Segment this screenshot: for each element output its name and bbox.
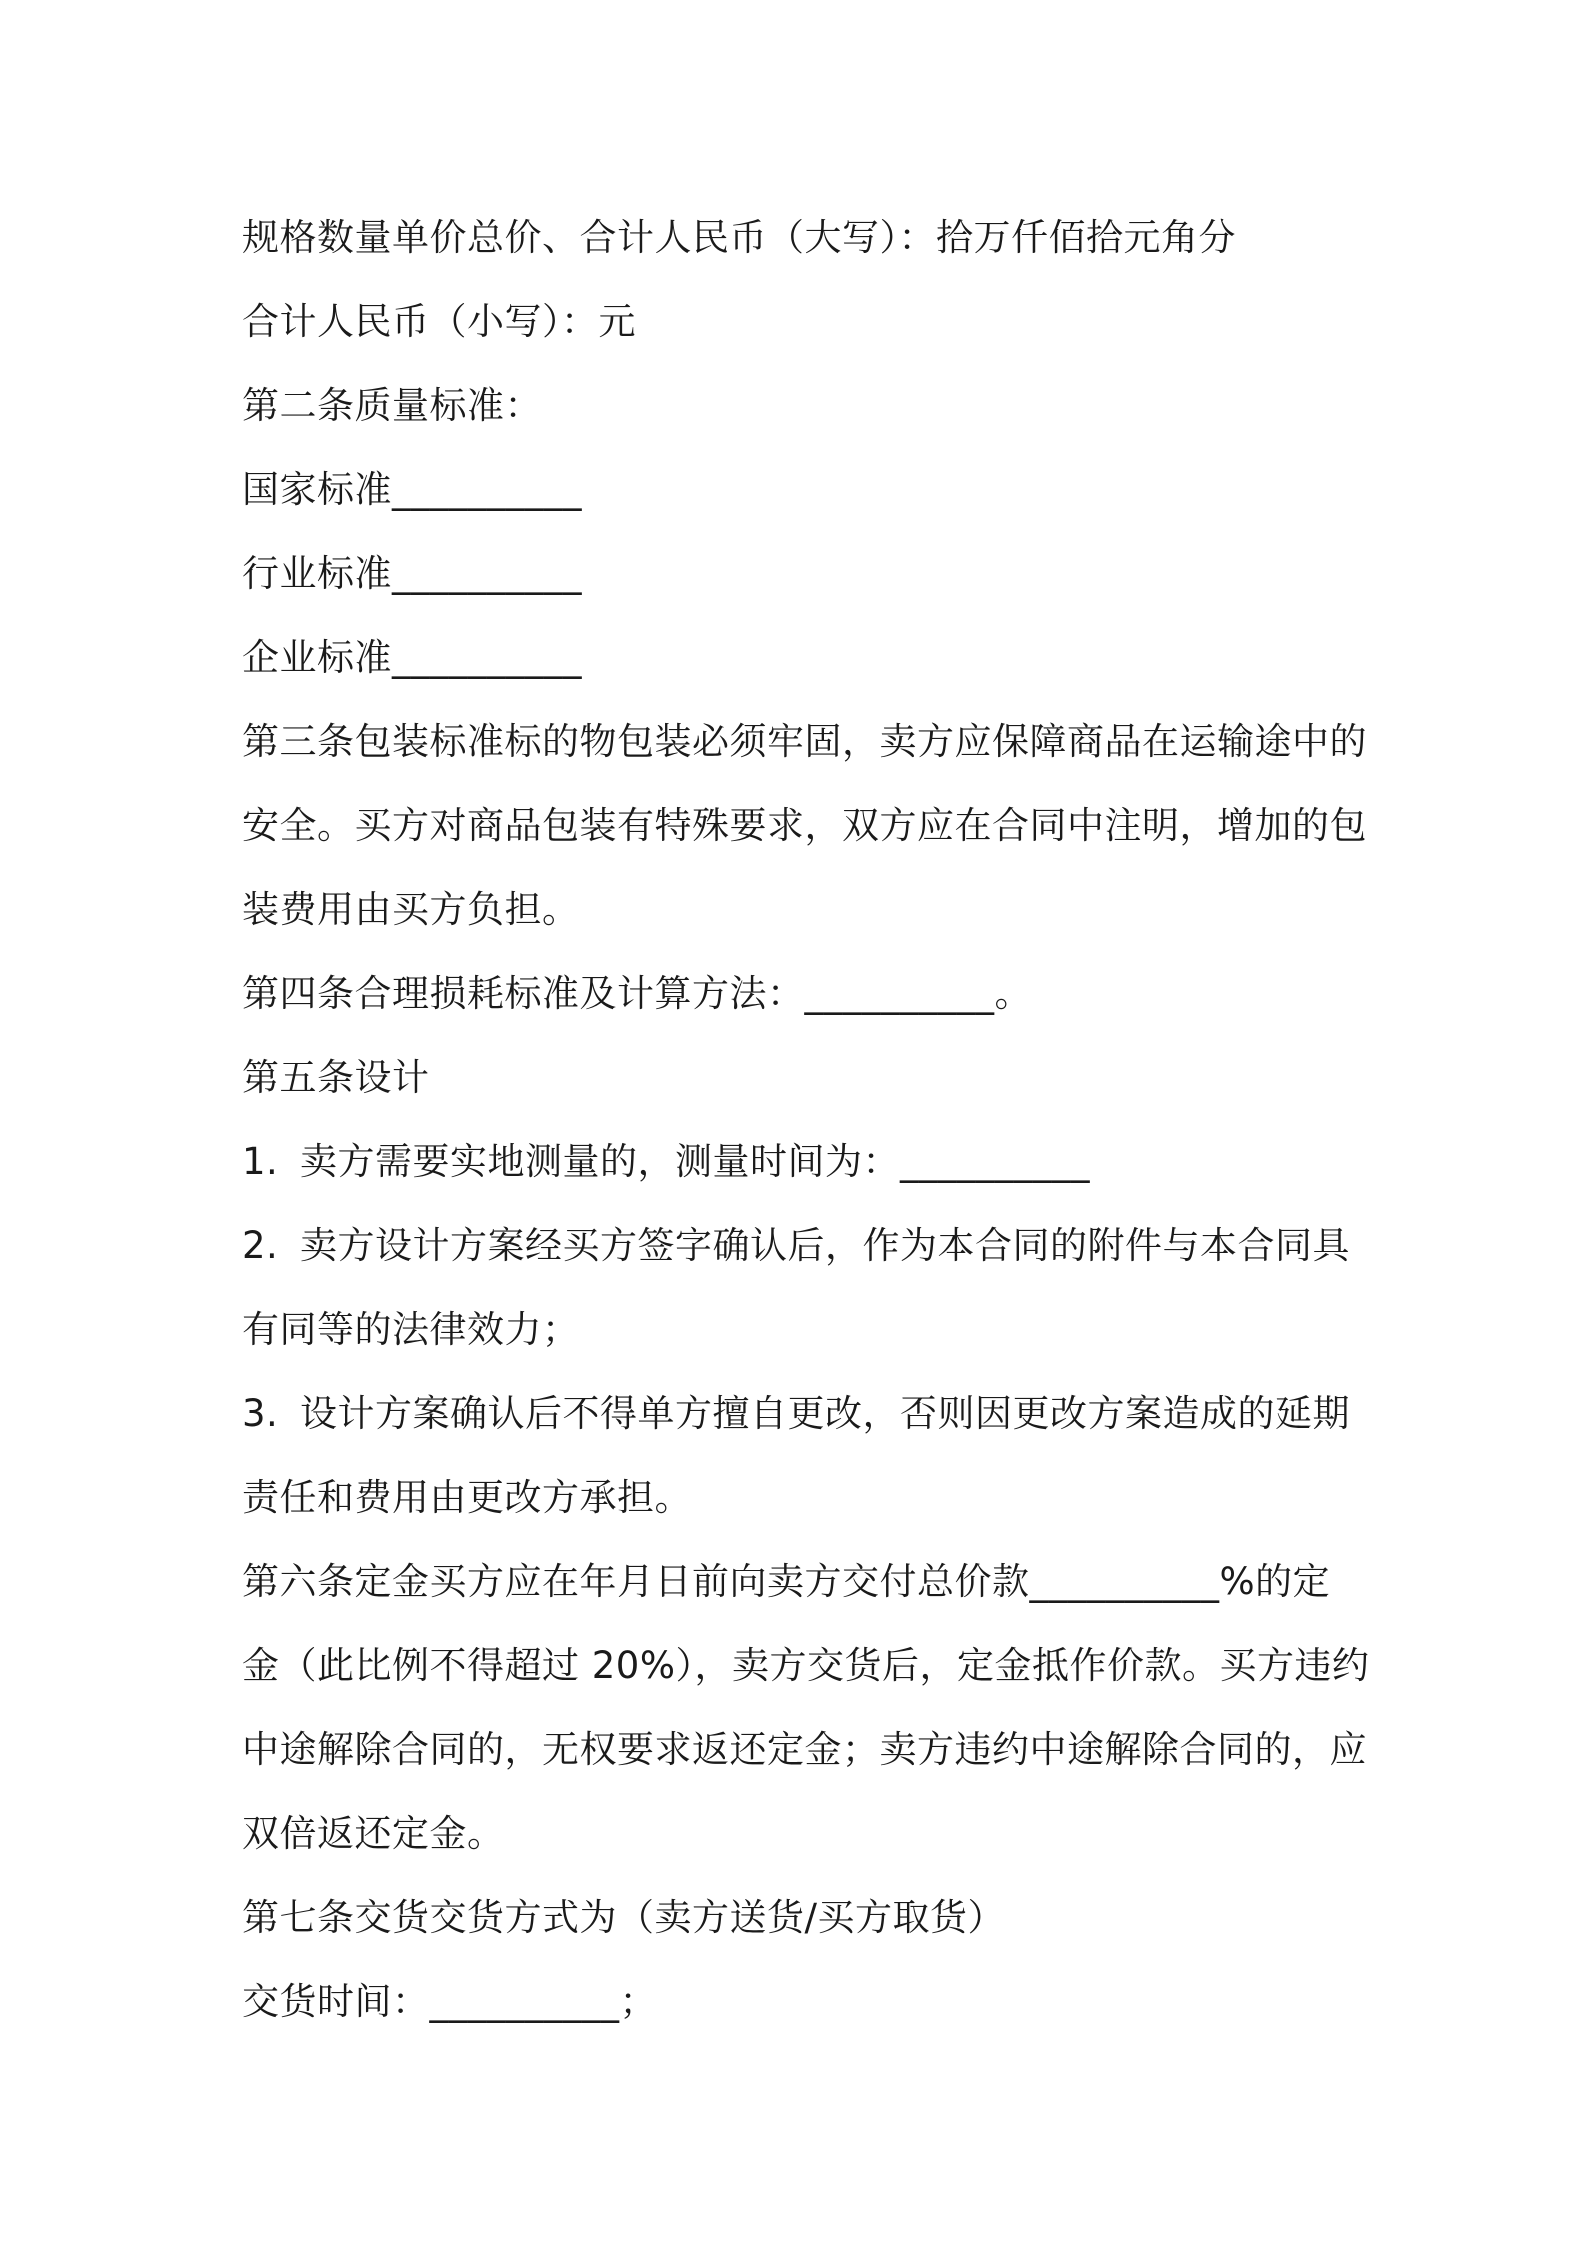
list-number: 1.: [242, 1140, 279, 1183]
article-4-line: 第四条合理损耗标准及计算方法：__________。: [242, 972, 1032, 1015]
industry-standard-line: 行业标准__________: [242, 552, 582, 595]
article-3-paragraph-line: 安全。买方对商品包装有特殊要求，双方应在合同中注明，增加的包: [242, 804, 1367, 847]
article-5-item-2: [242, 1204, 1362, 1288]
article-6-paragraph-line: 第六条定金买方应在年月日前向卖方交付总价款__________%的定: [242, 1560, 1331, 1603]
enterprise-standard-line: 企业标准__________: [242, 636, 582, 679]
list-item-text: 卖方设计方案经买方签字确认后，作为本合同的附件与本合同具: [300, 1224, 1350, 1267]
price-total-uppercase-line: 规格数量单价总价、合计人民币（大写）：拾万仟佰拾元角分: [242, 216, 1236, 259]
article-6-paragraph-line: 双倍返还定金。: [242, 1812, 505, 1855]
article-2-heading: 第二条质量标准：: [242, 384, 542, 427]
contract-body: [242, 196, 1370, 2044]
article-3-paragraph-line: 第三条包装标准标的物包装必须牢固，卖方应保障商品在运输途中的: [242, 720, 1367, 763]
price-total-lowercase-line: 合计人民币（小写）：元: [242, 300, 636, 343]
article-5-item-3: [242, 1372, 1362, 1456]
national-standard-line: 国家标准__________: [242, 468, 582, 511]
list-item-text: 卖方需要实地测量的，测量时间为：__________: [300, 1140, 1090, 1183]
list-number: 3.: [242, 1392, 279, 1435]
article-6-paragraph-line: 金（此比例不得超过 20%），卖方交货后，定金抵作价款。买方违约: [242, 1644, 1370, 1687]
delivery-time-line: 交货时间：__________；: [242, 1980, 657, 2023]
list-item-text: 设计方案确认后不得单方擅自更改，否则因更改方案造成的延期: [300, 1392, 1350, 1435]
article-5-item-3-continued: 责任和费用由更改方承担。: [242, 1476, 692, 1519]
article-6-paragraph-line: 中途解除合同的，无权要求返还定金；卖方违约中途解除合同的，应: [242, 1728, 1367, 1771]
article-5-item-2-continued: 有同等的法律效力；: [242, 1308, 580, 1351]
article-5-item-1: [242, 1120, 1362, 1204]
list-number: 2.: [242, 1224, 279, 1267]
article-3-paragraph-line: 装费用由买方负担。: [242, 888, 580, 931]
article-7-heading: 第七条交货交货方式为（卖方送货/买方取货）: [242, 1896, 1005, 1939]
article-5-heading: 第五条设计: [242, 1056, 430, 1099]
